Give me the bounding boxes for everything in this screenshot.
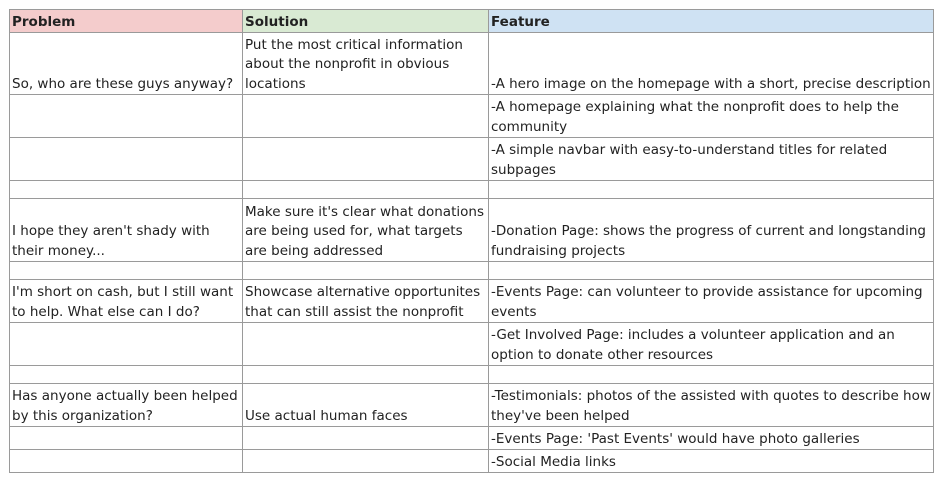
header-problem: Problem [10,10,243,33]
feature-cell: -A homepage explaining what the nonprofit does to help the community [489,95,934,138]
problem-cell [10,181,243,199]
solution-cell [243,366,489,384]
solution-cell [243,138,489,181]
problem-cell [10,427,243,450]
problem-cell [10,138,243,181]
feature-cell: -A simple navbar with easy-to-understand titles for related subpages [489,138,934,181]
table-row [10,384,934,427]
feature-cell [489,366,934,384]
problem-cell [10,450,243,473]
solution-cell: Put the most critical information about the nonprofit in obvious locations [243,33,489,95]
table-row [10,323,934,366]
feature-cell: -Events Page: can volunteer to provide assistance for upcoming events [489,280,934,323]
header-solution: Solution [243,10,489,33]
solution-cell [243,323,489,366]
solution-cell: Make sure it's clear what donations are being used for, what targets are being addressed [243,199,489,262]
feature-cell [489,181,934,199]
table-row [10,366,934,384]
problem-cell: I hope they aren't shady with their money... [10,199,243,262]
table-row [10,95,934,138]
solution-cell: Showcase alternative opportunites that can still assist the nonprofit [243,280,489,323]
feature-cell: -A hero image on the homepage with a short, precise description [489,33,934,95]
problem-cell: Has anyone actually been helped by this organization? [10,384,243,427]
problem-cell [10,95,243,138]
header-feature: Feature [489,10,934,33]
solution-cell: Use actual human faces [243,384,489,427]
table-row [10,427,934,450]
solution-cell [243,262,489,280]
solution-cell [243,427,489,450]
problem-cell [10,323,243,366]
solution-cell [243,450,489,473]
feature-cell: -Donation Page: shows the progress of current and longstanding fundraising projects [489,199,934,262]
table-row [10,138,934,181]
feature-cell: -Testimonials: photos of the assisted with quotes to describe how they've been helped [489,384,934,427]
problem-cell [10,366,243,384]
table-row [10,33,934,95]
table-row [10,280,934,323]
table-row [10,181,934,199]
table-row [10,262,934,280]
problem-solution-feature-table [9,9,934,473]
feature-cell: -Get Involved Page: includes a volunteer application and an option to donate other resources [489,323,934,366]
problem-cell: So, who are these guys anyway? [10,33,243,95]
feature-cell: -Events Page: 'Past Events' would have photo galleries [489,427,934,450]
feature-cell: -Social Media links [489,450,934,473]
problem-cell: I'm short on cash, but I still want to help. What else can I do? [10,280,243,323]
problem-cell [10,262,243,280]
solution-cell [243,95,489,138]
solution-cell [243,181,489,199]
feature-cell [489,262,934,280]
table-row [10,199,934,262]
header-row [10,10,934,33]
table-row [10,450,934,473]
